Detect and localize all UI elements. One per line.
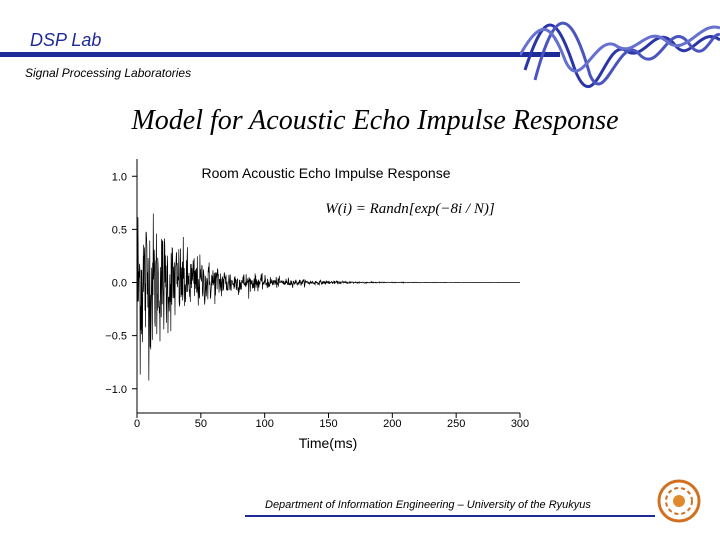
sine-wave-logo-icon (520, 0, 720, 95)
x-tick-label: 50 (194, 418, 207, 430)
footer-divider (245, 515, 655, 517)
impulse-response-chart (80, 155, 540, 455)
x-tick-label: 100 (255, 418, 274, 430)
lab-title: DSP Lab (30, 30, 102, 50)
slide-title: Model for Acoustic Echo Impulse Response (131, 105, 619, 136)
y-axis-ticks (105, 171, 137, 396)
y-tick-label: −1.0 (105, 383, 127, 396)
x-axis-ticks (134, 413, 529, 430)
y-tick-label: 0.5 (111, 224, 127, 237)
lab-subtitle: Signal Processing Laboratories (25, 66, 192, 80)
chart-formula: W(i) = Randn[exp(−8i / N)] (325, 201, 495, 217)
footer-text: Department of Information Engineering – University of the Ryukyus (265, 499, 591, 511)
university-emblem-icon (655, 477, 703, 525)
header-divider (0, 52, 560, 57)
y-tick-label: 1.0 (111, 171, 127, 184)
y-tick-label: 0.0 (111, 277, 127, 290)
x-tick-label: 200 (383, 418, 402, 430)
x-axis-label: Time(ms) (298, 435, 358, 451)
x-tick-label: 250 (446, 418, 466, 430)
y-tick-label: −0.5 (105, 330, 127, 343)
x-tick-label: 0 (133, 418, 141, 430)
x-tick-label: 150 (319, 418, 338, 430)
chart-title: Room Acoustic Echo Impulse Response (201, 165, 451, 181)
x-tick-label: 300 (510, 418, 530, 430)
